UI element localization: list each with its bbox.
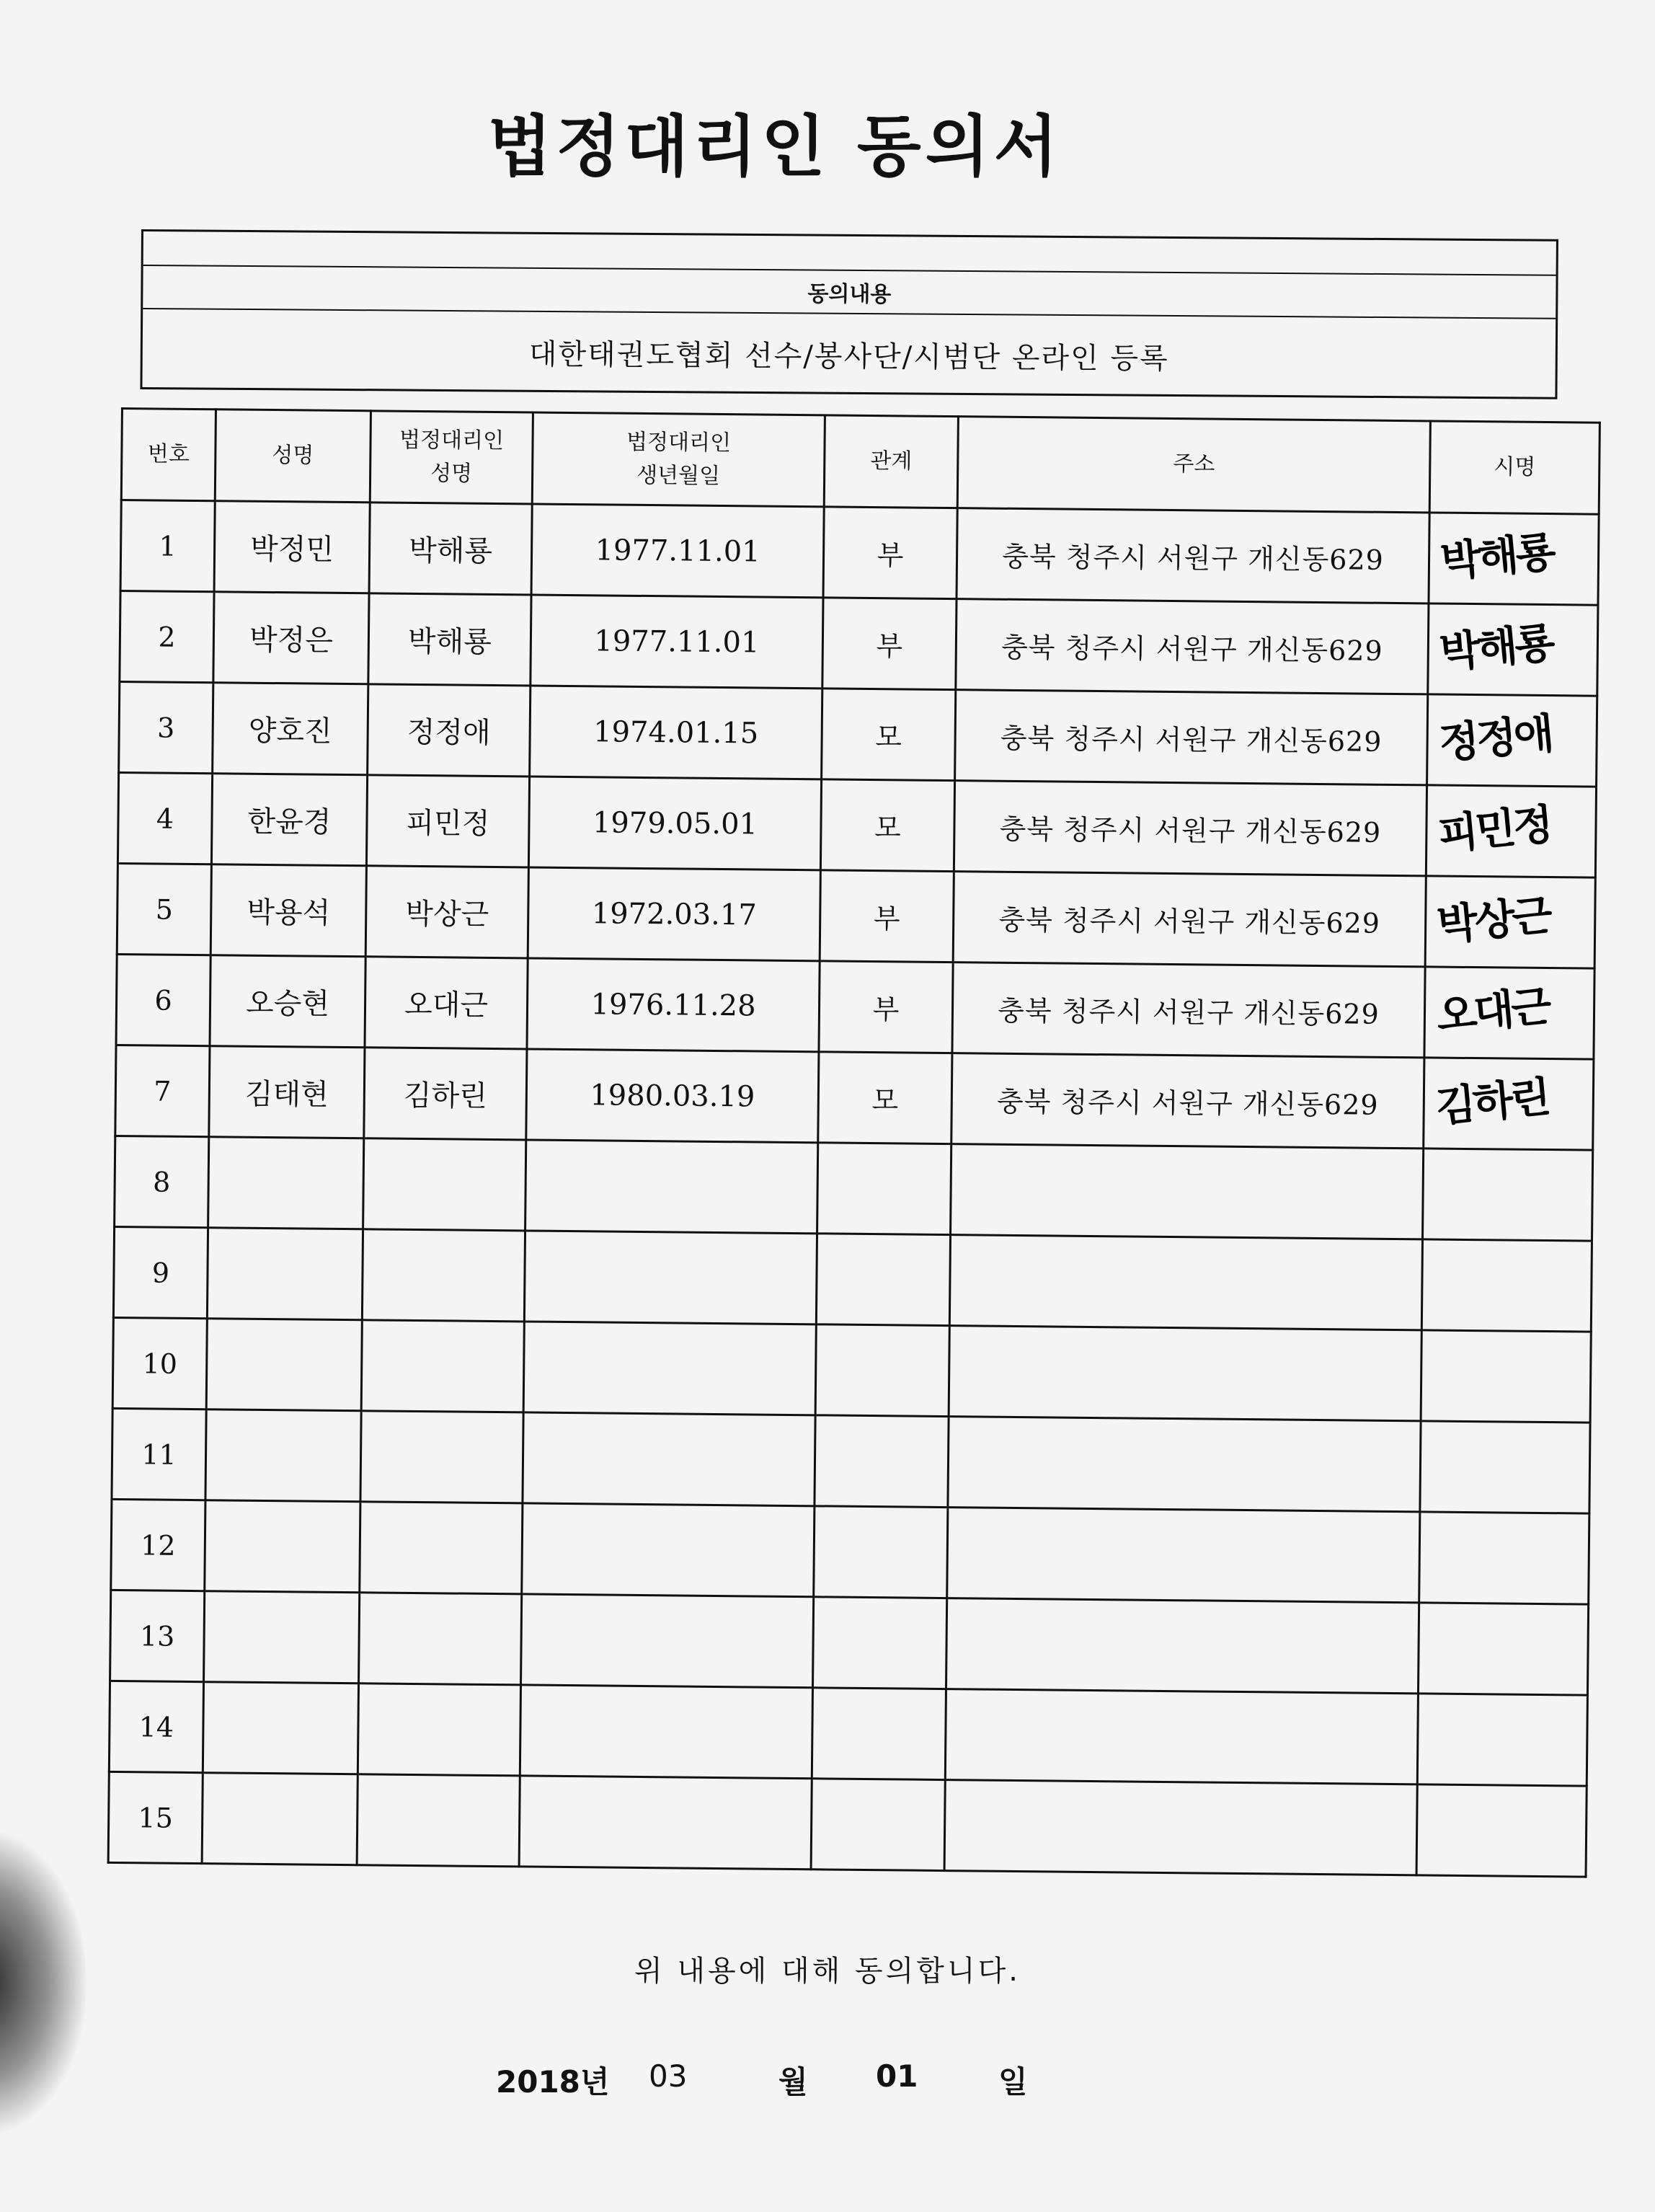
cell-number: 9 xyxy=(113,1226,208,1318)
cell-guardian-birth: 1977.11.01 xyxy=(531,595,823,689)
col-header-no: 번호 xyxy=(121,409,216,501)
cell-signature xyxy=(1421,1330,1591,1423)
cell-guardian-birth: 1974.01.15 xyxy=(530,686,822,779)
col-header-relation: 관계 xyxy=(824,415,958,508)
table-row xyxy=(119,681,1597,787)
cell-signature xyxy=(1424,967,1594,1059)
cell-guardian-name xyxy=(358,1684,520,1776)
cell-guardian-name: 박해룡 xyxy=(369,503,532,595)
cell-guardian-birth: 1977.11.01 xyxy=(531,504,824,598)
cell-address xyxy=(944,1780,1417,1875)
guardian-table xyxy=(107,407,1601,1878)
cell-guardian-name xyxy=(362,1229,525,1322)
cell-guardian-name: 오대근 xyxy=(365,957,528,1049)
cell-guardian-name: 박해룡 xyxy=(368,593,531,686)
cell-address xyxy=(951,1144,1424,1239)
cell-relation: 모 xyxy=(822,689,956,781)
consent-content-box xyxy=(140,229,1558,399)
cell-guardian-birth xyxy=(519,1776,812,1870)
cell-name: 박정민 xyxy=(214,501,370,593)
cell-guardian-birth xyxy=(523,1322,816,1415)
cell-guardian-birth xyxy=(524,1231,817,1324)
table-row xyxy=(117,772,1596,877)
table-row xyxy=(112,1317,1591,1423)
cell-guardian-name: 김하린 xyxy=(364,1048,527,1140)
cell-name xyxy=(203,1682,358,1774)
cell-address xyxy=(949,1326,1421,1421)
cell-signature xyxy=(1417,1694,1587,1786)
cell-relation: 부 xyxy=(819,961,953,1053)
cell-guardian-birth: 1980.03.19 xyxy=(526,1049,819,1143)
cell-guardian-name: 박상근 xyxy=(365,866,528,958)
col-header-guardian-birth: 법정대리인 생년월일 xyxy=(532,412,825,507)
cell-guardian-name xyxy=(363,1138,526,1231)
cell-guardian-name xyxy=(361,1320,524,1412)
date-day-label: 일 xyxy=(998,2064,1028,2100)
cell-name xyxy=(205,1500,360,1593)
cell-address: 충북 청주시 서원구 개신동629 xyxy=(954,781,1427,876)
cell-signature xyxy=(1420,1421,1590,1513)
cell-relation: 부 xyxy=(822,598,957,690)
cell-guardian-birth xyxy=(520,1685,812,1779)
consent-header: 동의내용 xyxy=(143,265,1556,319)
cell-number: 14 xyxy=(109,1681,203,1772)
cell-guardian-name xyxy=(359,1593,522,1685)
cell-number: 7 xyxy=(115,1045,210,1136)
cell-guardian-birth: 1979.05.01 xyxy=(528,777,821,870)
cell-name xyxy=(208,1137,364,1229)
cell-guardian-name xyxy=(360,1411,523,1503)
cell-guardian-birth xyxy=(522,1503,815,1597)
cell-signature xyxy=(1428,603,1598,696)
cell-relation xyxy=(812,1597,946,1689)
table-row xyxy=(110,1590,1589,1695)
cell-name xyxy=(205,1410,361,1502)
cell-address: 충북 청주시 서원구 개신동629 xyxy=(955,690,1428,785)
cell-address xyxy=(946,1598,1419,1694)
cell-relation: 모 xyxy=(818,1052,952,1144)
cell-signature xyxy=(1426,785,1596,877)
cell-name: 한윤경 xyxy=(211,774,367,866)
cell-guardian-birth xyxy=(521,1594,814,1688)
cell-signature xyxy=(1429,513,1599,605)
cell-relation xyxy=(816,1234,950,1326)
cell-name xyxy=(206,1319,362,1411)
cell-address xyxy=(948,1417,1421,1512)
cell-relation: 모 xyxy=(820,779,954,872)
cell-name xyxy=(202,1773,358,1865)
table-row xyxy=(108,1771,1587,1877)
cell-number: 10 xyxy=(112,1317,207,1409)
cell-signature xyxy=(1423,1149,1593,1241)
cell-address: 충북 청주시 서원구 개신동629 xyxy=(951,1053,1424,1149)
table-row xyxy=(120,591,1598,696)
cell-number: 11 xyxy=(112,1408,206,1500)
cell-relation xyxy=(814,1506,948,1598)
cell-number: 8 xyxy=(115,1136,209,1227)
cell-relation xyxy=(815,1415,949,1508)
col-header-signature: 시명 xyxy=(1429,421,1599,514)
cell-number: 1 xyxy=(120,500,215,592)
cell-signature xyxy=(1424,1058,1594,1150)
cell-address: 충북 청주시 서원구 개신동629 xyxy=(957,508,1429,603)
cell-number: 2 xyxy=(120,591,214,683)
cell-number: 3 xyxy=(119,681,213,773)
handwritten-signature: 정정애 xyxy=(1437,709,1554,769)
handwritten-signature: 박해룡 xyxy=(1437,618,1555,678)
cell-number: 4 xyxy=(117,772,212,864)
date-day: 01 xyxy=(876,2058,918,2094)
cell-name xyxy=(207,1228,363,1320)
cell-relation: 부 xyxy=(823,507,957,599)
cell-address xyxy=(949,1235,1422,1330)
table-header-row xyxy=(121,409,1599,515)
cell-name: 양호진 xyxy=(213,683,368,775)
table-row xyxy=(112,1408,1590,1513)
handwritten-signature: 박해룡 xyxy=(1438,527,1556,587)
handwritten-signature: 김하린 xyxy=(1433,1072,1550,1132)
handwritten-signature: 오대근 xyxy=(1434,981,1551,1041)
cell-guardian-birth xyxy=(525,1140,818,1234)
cell-relation xyxy=(812,1688,946,1780)
handwritten-signature: 박상근 xyxy=(1434,890,1552,950)
cell-number: 12 xyxy=(111,1499,205,1591)
table-row xyxy=(120,500,1599,606)
table-row xyxy=(115,1136,1593,1241)
cell-number: 5 xyxy=(117,863,211,955)
col-header-address: 주소 xyxy=(957,417,1430,513)
cell-number: 6 xyxy=(116,954,210,1045)
cell-signature xyxy=(1425,876,1595,968)
cell-number: 13 xyxy=(110,1590,205,1681)
cell-guardian-name xyxy=(357,1774,520,1867)
cell-name: 오승현 xyxy=(210,955,365,1048)
table-row xyxy=(113,1226,1592,1332)
cell-guardian-name xyxy=(360,1502,523,1594)
cell-relation: 부 xyxy=(820,870,954,963)
cell-name: 박용석 xyxy=(210,864,366,957)
cell-signature xyxy=(1421,1239,1592,1332)
guardian-table-wrapper xyxy=(107,407,1601,1878)
cell-address: 충북 청주시 서원구 개신동629 xyxy=(956,599,1429,694)
cell-address: 충북 청주시 서원구 개신동629 xyxy=(953,872,1426,967)
col-header-guardian-name: 법정대리인 성명 xyxy=(370,411,533,504)
cell-address xyxy=(945,1689,1418,1784)
cell-guardian-birth xyxy=(523,1412,815,1506)
cell-name xyxy=(204,1591,360,1684)
date-year: 2018년 xyxy=(496,2064,610,2100)
cell-number: 15 xyxy=(108,1771,203,1863)
cell-signature xyxy=(1418,1603,1588,1695)
consent-text: 대한태권도협회 선수/봉사단/시범단 온라인 등록 xyxy=(528,337,1169,376)
cell-guardian-birth: 1972.03.17 xyxy=(528,867,820,961)
cell-relation xyxy=(811,1779,945,1871)
cell-address: 충북 청주시 서원구 개신동629 xyxy=(952,963,1425,1058)
cell-signature xyxy=(1419,1512,1589,1604)
cell-address xyxy=(947,1508,1420,1603)
cell-signature xyxy=(1427,694,1597,787)
table-row xyxy=(111,1499,1589,1604)
cell-guardian-birth: 1976.11.28 xyxy=(527,958,820,1052)
table-row xyxy=(115,1045,1594,1150)
cell-signature xyxy=(1416,1784,1587,1877)
cell-name: 박정은 xyxy=(213,592,369,684)
table-row xyxy=(117,863,1595,968)
cell-relation xyxy=(815,1324,949,1417)
document-title: 법정대리인 동의서 xyxy=(487,108,1062,185)
date-month-label: 월 xyxy=(778,2064,808,2100)
cell-guardian-name: 피민정 xyxy=(366,775,529,867)
cell-name: 김태현 xyxy=(209,1046,365,1138)
date-month: 03 xyxy=(649,2058,688,2094)
cell-guardian-name: 정정애 xyxy=(368,684,531,777)
agreement-statement: 위 내용에 대해 동의합니다. xyxy=(634,1955,1021,1988)
table-row xyxy=(109,1681,1587,1786)
table-row xyxy=(116,954,1594,1059)
handwritten-signature: 피민정 xyxy=(1436,800,1553,859)
col-header-name: 성명 xyxy=(215,410,371,503)
scan-smudge xyxy=(0,1831,86,2134)
cell-relation xyxy=(817,1143,951,1235)
